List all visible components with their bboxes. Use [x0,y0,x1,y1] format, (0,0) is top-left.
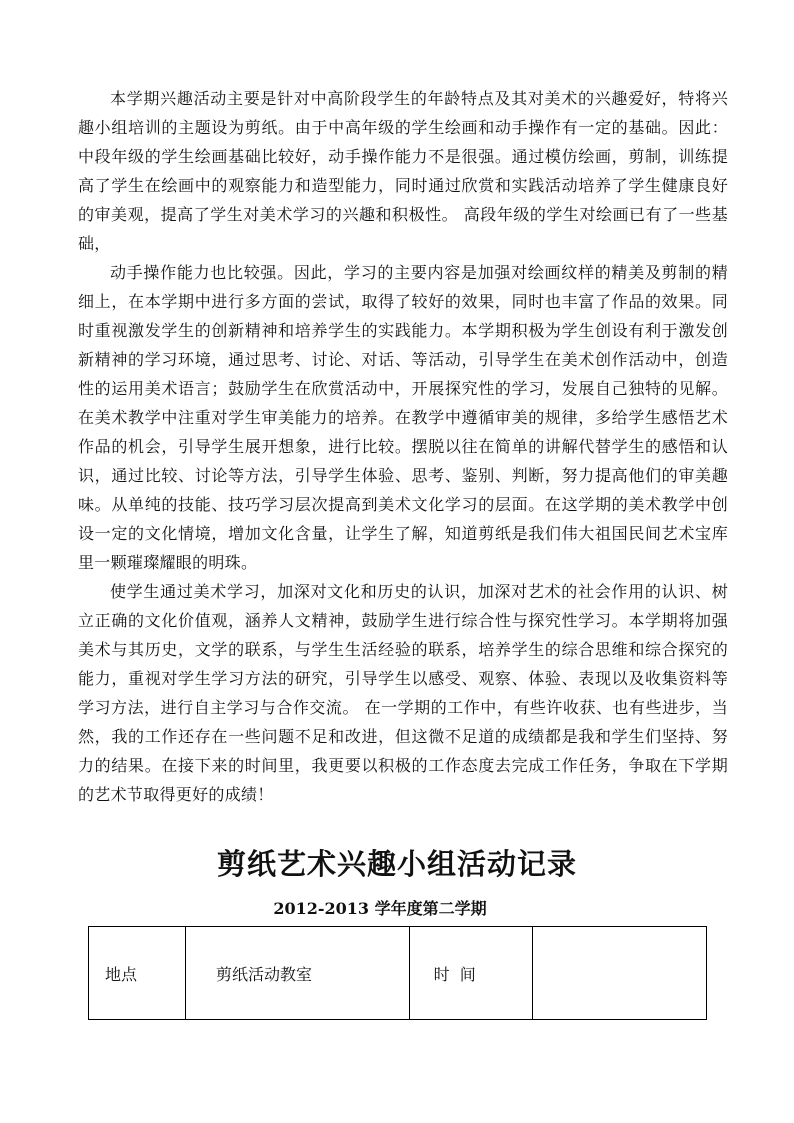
paragraph-3: 使学生通过美术学习，加深对文化和历史的认识，加深对艺术的社会作用的认识、树立正确的文化价值观，涵养人文精神，鼓励学生进行综合性与探究性学习。本学期将加强美术与其历史，文学的联系，与学生生活经验的联系，培养学生的综合思维和综合探究的能力，重视对学生学习方法的研究，引导学生以感受、观察、体验、表现以及收集资料等学习方法，进行自主学习与合作交流。 在一学期的工作中，有些许收获、也有些进步，当然，我的工作还存在一些问题不足和改进，但这微不足道的成绩都是我和学生们坚持、努力的结果。在接下来的时间里，我更要以积极的工作态度去完成工作任务，争取在下学期的艺术节取得更好的成绩！ [78,582,728,804]
time-value [532,927,706,1020]
place-value: 剪纸活动教室 [186,927,410,1020]
activity-record-table [88,926,707,1020]
paragraph-1: 本学期兴趣活动主要是针对中高阶段学生的年龄特点及其对美术的兴趣爱好，特将兴趣小组培训的主题设为剪纸。由于中高年级的学生绘画和动手操作有一定的基础。因此：中段年级的学生绘画基础比较好，动手操作能力不是很强。通过模仿绘画，剪制，训练提高了学生在绘画中的观察能力和造型能力，同时通过欣赏和实践活动培养了学生健康良好的审美观，提高了学生对美术学习的兴趣和积极性。 高段年级的学生对绘画已有了一些基础， [78,89,728,253]
paragraph-2: 动手操作能力也比较强。因此，学习的主要内容是加强对绘画纹样的精美及剪制的精细上，在本学期中进行多方面的尝试，取得了较好的效果，同时也丰富了作品的效果。同时重视激发学生的创新精神和培养学生的实践能力。本学期积极为学生创设有利于激发创新精神的学习环境，通过思考、讨论、对话、等活动，引导学生在美术创作活动中，创造性的运用美术语言；鼓励学生在欣赏活动中，开展探究性的学习，发展自己独特的见解。在美术教学中注重对学生审美能力的培养。在教学中遵循审美的规律，多给学生感悟艺术作品的机会，引导学生展开想象，进行比较。摆脱以往在简单的讲解代替学生的感悟和认识，通过比较、讨论等方法，引导学生体验、思考、鉴别、判断，努力提高他们的审美趣味。从单纯的技能、技巧学习层次提高到美术文化学习的层面。在这学期的美术教学中创设一定的文化情境，增加文化含量，让学生了解，知道剪纸是我们伟大祖国民间艺术宝库里一颗璀璨耀眼的明珠。 [78,263,728,572]
term-subtitle: 2012-2013 学年度第二学期 [273,899,487,918]
table-row [89,927,707,1020]
place-label: 地点 [89,927,186,1020]
body-text [78,84,728,809]
record-title: 剪纸艺术兴趣小组活动记录 [216,847,577,881]
time-label: 时 间 [409,927,532,1020]
